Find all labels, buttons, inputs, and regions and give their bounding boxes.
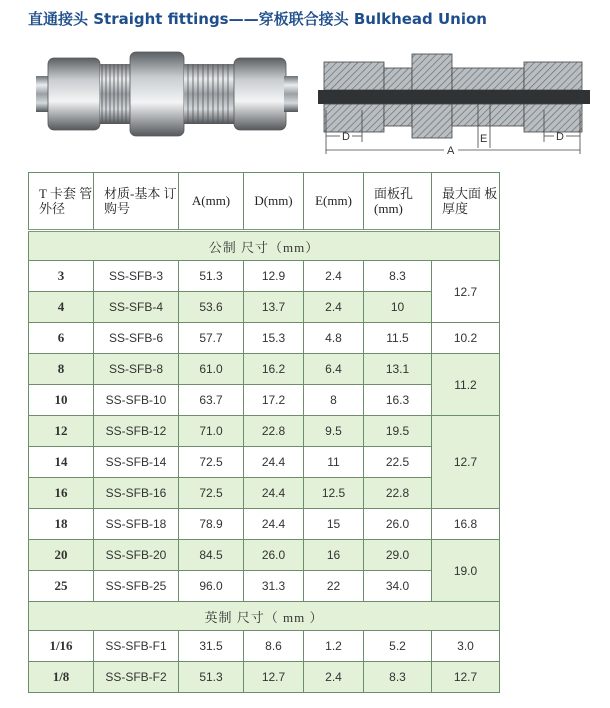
cell-d: 16.2 — [244, 354, 304, 385]
cell-hole: 34.0 — [364, 571, 432, 602]
spec-table — [28, 172, 500, 693]
cell-thickness: 12.7 — [432, 416, 500, 509]
cell-d: 12.9 — [244, 261, 304, 292]
label-d-left: D — [342, 131, 350, 143]
cell-thickness: 16.8 — [432, 509, 500, 540]
cell-e: 4.8 — [304, 323, 364, 354]
cell-e: 9.5 — [304, 416, 364, 447]
header-d: D(mm) — [244, 173, 304, 231]
cell-d: 12.7 — [244, 662, 304, 693]
metric-section-header: 公制 尺寸（mm） — [29, 231, 500, 261]
table-row — [29, 478, 500, 509]
header-part-number: 材质-基本 订购号 — [94, 173, 179, 231]
cell-hole: 22.5 — [364, 447, 432, 478]
cell-d: 31.3 — [244, 571, 304, 602]
cell-hole: 29.0 — [364, 540, 432, 571]
cell-hole: 8.3 — [364, 662, 432, 693]
label-a: A — [447, 145, 455, 157]
cell-size: 14 — [29, 447, 94, 478]
cell-a: 61.0 — [179, 354, 244, 385]
cell-a: 72.5 — [179, 447, 244, 478]
table-row — [29, 416, 500, 447]
cell-e: 1.2 — [304, 631, 364, 662]
cell-a: 57.7 — [179, 323, 244, 354]
table-row — [29, 631, 500, 662]
table-row — [29, 509, 500, 540]
cell-part: SS-SFB-F2 — [94, 662, 179, 693]
cell-a: 63.7 — [179, 385, 244, 416]
cell-d: 24.4 — [244, 509, 304, 540]
table-row — [29, 354, 500, 385]
imperial-section-header: 英制 尺寸（ mm ） — [29, 602, 500, 631]
cell-a: 78.9 — [179, 509, 244, 540]
cell-part: SS-SFB-16 — [94, 478, 179, 509]
cell-a: 31.5 — [179, 631, 244, 662]
header-max-thickness: 最大面 板厚度 — [432, 173, 500, 231]
cell-part: SS-SFB-12 — [94, 416, 179, 447]
table-row — [29, 540, 500, 571]
cell-a: 96.0 — [179, 571, 244, 602]
cross-section-drawing — [318, 38, 590, 158]
cell-d: 26.0 — [244, 540, 304, 571]
table-row — [29, 261, 500, 292]
cell-e: 22 — [304, 571, 364, 602]
cell-size: 8 — [29, 354, 94, 385]
cell-size: 20 — [29, 540, 94, 571]
cell-e: 2.4 — [304, 261, 364, 292]
table-row — [29, 571, 500, 602]
page-title: 直通接头 Straight fittings——穿板联合接头 Bulkhead Union — [28, 10, 487, 28]
cell-e: 2.4 — [304, 292, 364, 323]
header-a: A(mm) — [179, 173, 244, 231]
cell-e: 12.5 — [304, 478, 364, 509]
cell-a: 53.6 — [179, 292, 244, 323]
table-row — [29, 385, 500, 416]
cell-size: 10 — [29, 385, 94, 416]
table-row — [29, 662, 500, 693]
cell-size: 1/8 — [29, 662, 94, 693]
cell-d: 24.4 — [244, 478, 304, 509]
cell-part: SS-SFB-18 — [94, 509, 179, 540]
cell-e: 15 — [304, 509, 364, 540]
cell-e: 11 — [304, 447, 364, 478]
table-row — [29, 323, 500, 354]
header-tube-od: T 卡套 管外径 — [29, 173, 94, 231]
cell-hole: 19.5 — [364, 416, 432, 447]
label-d-right: D — [556, 131, 564, 143]
cell-hole: 11.5 — [364, 323, 432, 354]
cell-a: 84.5 — [179, 540, 244, 571]
table-row — [29, 292, 500, 323]
cell-d: 17.2 — [244, 385, 304, 416]
cell-a: 51.3 — [179, 261, 244, 292]
thread-left — [100, 64, 130, 124]
cell-d: 24.4 — [244, 447, 304, 478]
cell-hole: 5.2 — [364, 631, 432, 662]
cell-size: 3 — [29, 261, 94, 292]
cell-hole: 26.0 — [364, 509, 432, 540]
cell-e: 6.4 — [304, 354, 364, 385]
cell-thickness: 12.7 — [432, 662, 500, 693]
cell-part: SS-SFB-6 — [94, 323, 179, 354]
cell-part: SS-SFB-3 — [94, 261, 179, 292]
cell-hole: 22.8 — [364, 478, 432, 509]
cell-d: 13.7 — [244, 292, 304, 323]
cell-thickness: 12.7 — [432, 261, 500, 323]
header-row — [29, 173, 500, 231]
cell-part: SS-SFB-25 — [94, 571, 179, 602]
cell-part: SS-SFB-10 — [94, 385, 179, 416]
cell-d: 15.3 — [244, 323, 304, 354]
cell-hole: 16.3 — [364, 385, 432, 416]
cell-e: 8 — [304, 385, 364, 416]
cell-d: 22.8 — [244, 416, 304, 447]
table-row — [29, 447, 500, 478]
fitting-photo — [36, 38, 301, 150]
cell-thickness: 3.0 — [432, 631, 500, 662]
cell-size: 16 — [29, 478, 94, 509]
cell-size: 4 — [29, 292, 94, 323]
cell-size: 6 — [29, 323, 94, 354]
cell-part: SS-SFB-4 — [94, 292, 179, 323]
cell-part: SS-SFB-20 — [94, 540, 179, 571]
cell-e: 16 — [304, 540, 364, 571]
cell-part: SS-SFB-8 — [94, 354, 179, 385]
cell-d: 8.6 — [244, 631, 304, 662]
label-e: E — [480, 133, 488, 145]
cell-hole: 10 — [364, 292, 432, 323]
cell-a: 72.5 — [179, 478, 244, 509]
cell-e: 2.4 — [304, 662, 364, 693]
cell-thickness: 10.2 — [432, 323, 500, 354]
cell-thickness: 19.0 — [432, 540, 500, 602]
header-e: E(mm) — [304, 173, 364, 231]
cell-a: 51.3 — [179, 662, 244, 693]
cell-size: 18 — [29, 509, 94, 540]
cell-part: SS-SFB-14 — [94, 447, 179, 478]
thread-right — [184, 64, 234, 124]
cell-hole: 8.3 — [364, 261, 432, 292]
cell-size: 25 — [29, 571, 94, 602]
cell-thickness: 11.2 — [432, 354, 500, 416]
cell-part: SS-SFB-F1 — [94, 631, 179, 662]
header-panel-hole: 面板孔 (mm) — [364, 173, 432, 231]
cell-size: 12 — [29, 416, 94, 447]
cell-a: 71.0 — [179, 416, 244, 447]
cell-hole: 13.1 — [364, 354, 432, 385]
cell-size: 1/16 — [29, 631, 94, 662]
